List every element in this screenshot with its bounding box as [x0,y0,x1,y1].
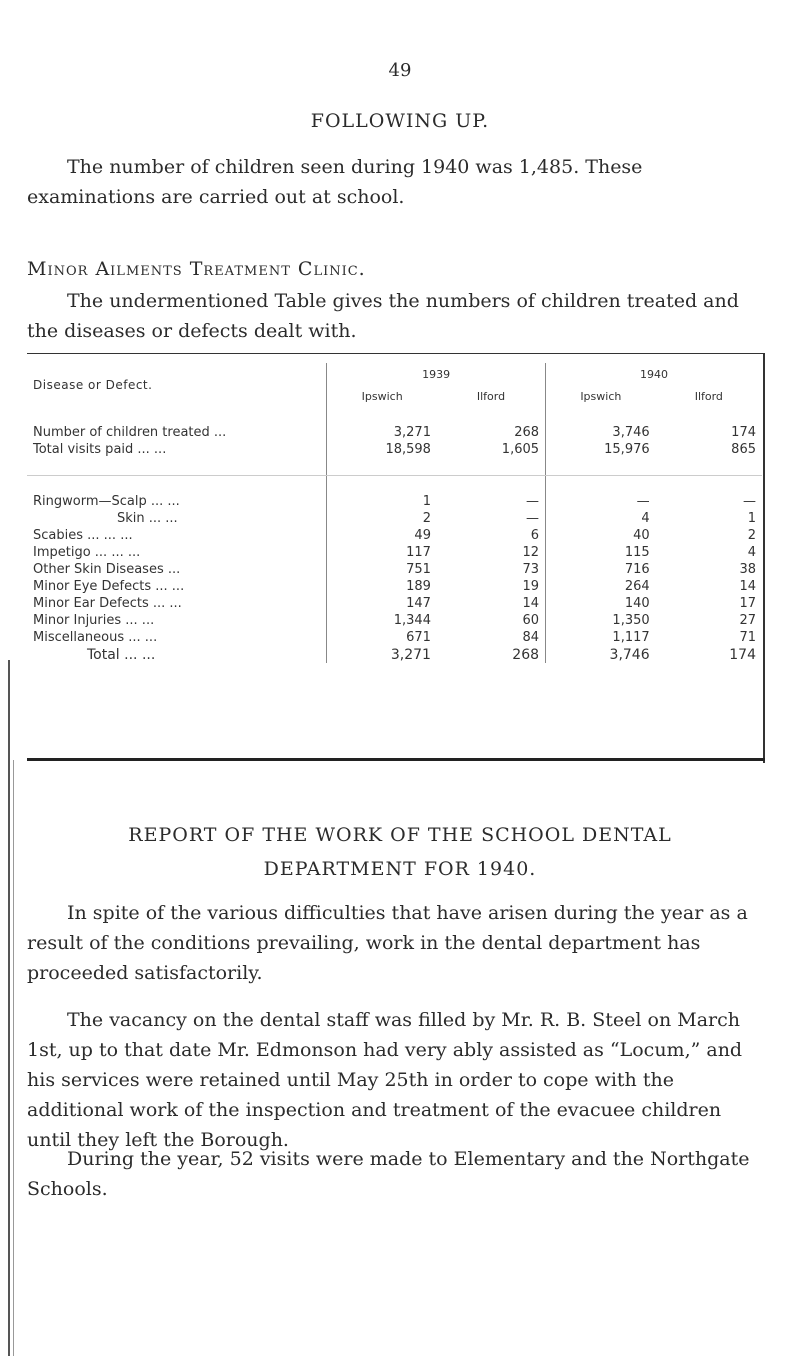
cell-value: 3,271 [327,646,437,663]
cell-value: 4 [546,510,656,527]
report-title-line-2: DEPARTMENT FOR 1940. [263,858,537,880]
cell-value: 1 [747,511,756,526]
cell-value: 716 [546,561,656,578]
cell-value: 1,350 [546,612,656,629]
cell-value: 268 [514,425,540,440]
cell-value: 174 [729,646,756,663]
cell-value: 751 [327,561,437,578]
ailments-table [27,363,762,663]
cell-value: 84 [522,630,540,645]
cell-value: 1,344 [327,612,437,629]
cell-value: 1,117 [546,629,656,646]
header-ipswich-1939: Ipswich [327,385,437,407]
cell-value: 15,976 [546,441,656,458]
row-label: Number of children treated ... [33,425,227,440]
cell-value: 4 [747,545,756,560]
cell-value: 174 [731,425,756,440]
cell-value: 3,746 [546,646,656,663]
row-label: Total visits paid ... ... [33,442,167,457]
table-row [27,629,762,646]
table-bottom-border [27,758,765,761]
cell-value: 264 [546,578,656,595]
cell-value: 60 [522,613,540,628]
table-row [27,612,762,629]
report-paragraph-3: During the year, 52 visits were made to Elementary and the Northgate Schools. [27,1148,750,1200]
cell-value: 14 [522,596,540,611]
table-row [27,544,762,561]
cell-value: 3,746 [546,424,656,441]
report-title-line-1: REPORT OF THE WORK OF THE SCHOOL DENTAL [128,824,672,846]
header-ilford-1939: Ilford [476,389,506,403]
cell-value: 268 [512,646,540,663]
table-row [27,493,762,510]
table-row [27,561,762,578]
cell-value: 73 [522,562,540,577]
cell-value: 2 [327,510,437,527]
header-year-1939: 1939 [327,363,546,385]
table-row [27,578,762,595]
header-year-1940: 1940 [546,363,762,385]
report-paragraph-1: In spite of the various difficulties that have arisen during the year as a result of the conditions prevailing, work in the dental department has proceeded satisfactorily. [27,902,748,984]
clinic-heading: Minor Ailments Treatment Clinic. [27,258,366,280]
cell-value: 140 [546,595,656,612]
cell-value: 3,271 [327,424,437,441]
cell-value: 49 [327,527,437,544]
cell-value: 115 [546,544,656,561]
following-up-text: The number of children seen during 1940 was 1,485. These examinations are carried out at school. [27,156,643,208]
cell-value: 1 [327,493,437,510]
cell-value: 38 [739,562,756,577]
total-label: Total ... ... [87,646,156,663]
row-label: Minor Ear Defects ... ... [33,596,182,611]
table-right-border [763,353,765,763]
row-label: Other Skin Diseases ... [33,562,181,577]
cell-value: 27 [739,613,756,628]
cell-value: 17 [739,596,756,611]
cell-value: 19 [522,579,540,594]
table-row [27,424,762,441]
cell-value: 14 [739,579,756,594]
clinic-text: The undermentioned Table gives the numbers of children treated and the diseases or defects dealt with. [27,290,739,342]
row-label: Miscellaneous ... ... [33,630,158,645]
page-edge-rule [8,660,10,1356]
row-label: Minor Eye Defects ... ... [33,579,185,594]
cell-value: 671 [327,629,437,646]
report-title [0,818,800,886]
cell-value: — [743,494,756,509]
cell-value: 117 [327,544,437,561]
row-label: Impetigo ... ... ... [33,545,141,560]
table-row [27,595,762,612]
table-total-row [27,646,762,663]
row-label: Skin ... ... [117,511,178,526]
row-label: Minor Injuries ... ... [33,613,155,628]
table-row [27,441,762,458]
header-ilford-1940: Ilford [694,389,723,403]
cell-value: 2 [747,528,756,543]
cell-value: 12 [522,545,540,560]
table-header-years [27,363,762,385]
table-top-border [27,353,765,354]
cell-value: 189 [327,578,437,595]
header-disease-label: Disease or Defect. [33,378,153,392]
following-up-title: FOLLOWING UP. [310,110,490,132]
cell-value: 71 [739,630,756,645]
table-row [27,510,762,527]
cell-value: — [546,493,656,510]
cell-value: 1,605 [501,442,540,457]
row-label: Ringworm—Scalp ... ... [33,494,180,509]
cell-value: 147 [327,595,437,612]
cell-value: — [526,494,540,509]
table-row [27,527,762,544]
row-label: Scabies ... ... ... [33,528,133,543]
cell-value: 6 [530,528,540,543]
cell-value: 18,598 [327,441,437,458]
page-number: 49 [388,60,412,81]
cell-value: 865 [731,442,756,457]
header-ipswich-1940: Ipswich [546,385,656,407]
report-paragraph-2: The vacancy on the dental staff was filled by Mr. R. B. Steel on March 1st, up to that date Mr. Edmonson had very ably assisted as “Locum,” and his services were retained until May 25th in order to cope with the additional work of the inspection and treatment of the evacuee children until they left the Borough. [27,1009,743,1151]
cell-value: 40 [546,527,656,544]
cell-value: — [526,511,540,526]
